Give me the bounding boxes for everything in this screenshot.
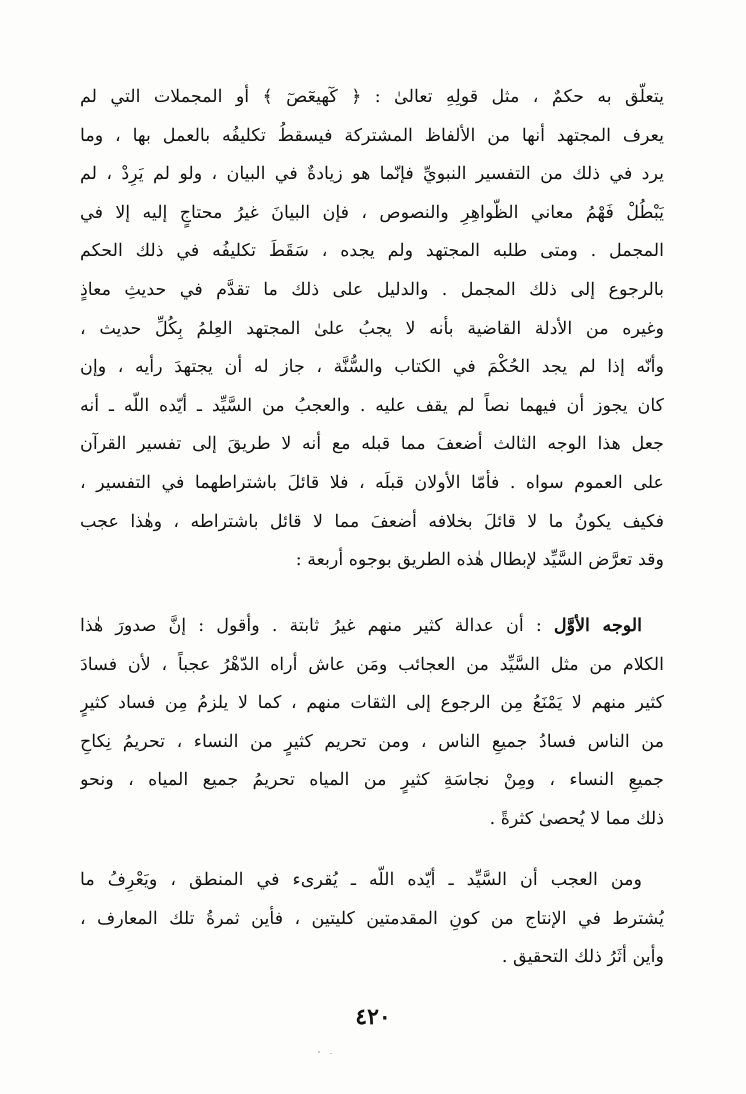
text-line: ومن العجب أن السَّيِّد ـ أيّده اللّه ـ يُقرىء في المنطق ، ويَعْرِفُ ما <box>80 870 642 890</box>
text-line: وقد تعرَّض السَّيِّد لإبطال هٰذه الطريق بوجوه أربعة : <box>295 550 664 571</box>
text-line: وأين أثَرُ ذلك التحقيق . <box>501 947 664 968</box>
text-line: ذلك مما لا يُحصىٰ كثرةً . <box>489 808 664 829</box>
text-line: يُشترط في الإنتاج من كونِ المقدمتين كليتين ، فأين ثمرةُ تلك المعارف ، <box>80 908 664 929</box>
text-run: : أن عدالة كثير منهم غيرُ ثابتة . وأقول : إنَّ صدورَ هٰذا <box>80 616 554 636</box>
text-line <box>80 607 664 646</box>
text-line: على العموم سواه . فأمّا الأولان قبلَه ، فلا قائلَ باشتراطهما في التفسير ، <box>80 472 664 493</box>
paragraph-3 <box>80 861 664 977</box>
text-line: من الناس فسادُ جميعِ الناس ، ومن تحريم كثيرٍ من النساء ، تحريمُ نِكاحِ <box>80 731 664 752</box>
scan-speck <box>330 1053 332 1054</box>
text-line: بالرجوع إلى ذلك المجمل . والدليل على ذلك ما تقدَّم في حديثِ معاذٍ <box>80 279 664 300</box>
text-line: فكيف يكونُ ما لا قائلَ بخلافه أضعفَ مما لا قائل باشتراطه ، وهٰذا عجب <box>80 511 664 532</box>
text-line: يعرف المجتهد أنها من الألفاظ المشتركة فيسقطُ تكليفُه بالعمل بها ، وما <box>80 125 664 146</box>
text-line: المجمل . ومتى طلبه المجتهد ولم يجده ، سَقَطَ تكليفُه في ذلك الحكم <box>80 241 664 262</box>
text-line: يرد في ذلك من التفسير النبويِّ فإنّما هو زيادةٌ في البيان ، ولو لم يَرِدْ ، لم <box>80 164 664 185</box>
text-line: وأنّه إذا لم يجد الحُكْمَ في الكتاب والسُّنَّة ، جاز له أن يجتهدَ رأيه ، وإن <box>80 357 664 378</box>
text-line: يتعلّق به حكمٌ ، مثل قولِهِ تعالىٰ : ﴿ كٓهيعٓصٓ ﴾ أو المجملات التي لم <box>80 87 664 107</box>
text-line: يَبْطُلْ فَهْمُ معاني الظّواهِرِ والنصوص ، فإن البيانَ غيرُ محتاجٍ إليه إلا في <box>80 202 664 223</box>
page-number: ٤٢٠ <box>355 1004 391 1030</box>
text-line: كثير منهم لا يَمْنَعُ مِن الرجوع إلى الثقات منهم ، كما لا يلزمُ مِن فساد كثيرٍ <box>80 693 664 714</box>
scan-speck <box>318 1051 320 1053</box>
section-heading: الوجه الأوَّل <box>553 616 642 636</box>
paragraph-1 <box>80 78 664 580</box>
text-line: الكلام من مثل السَّيِّد من العجائب ومَن عاش أراه الدّهْرُ عجباً ، لأن فسادَ <box>80 654 664 675</box>
text-line: كان يجوز أن فيهما نصاً لم يقف عليه . والعجبُ من السَّيِّد ـ أيّده اللّه ـ أنه <box>80 395 664 416</box>
paragraph-2 <box>80 607 664 839</box>
text-line: جعل هذا الوجه الثالث أضعفَ مما قبله مع أنه لا طريقَ إلى تفسير القرآن <box>80 434 664 455</box>
text-line: وغيره من الأدلة القاضية بأنه لا يجبُ علىٰ المجتهد العِلمُ بِكُلِّ حديث ، <box>80 318 664 339</box>
text-line: جميعِ النساء ، ومِنْ نجاسَةِ كثيرٍ من المياه تحريمُ جميع المياه ، ونحو <box>80 770 664 791</box>
